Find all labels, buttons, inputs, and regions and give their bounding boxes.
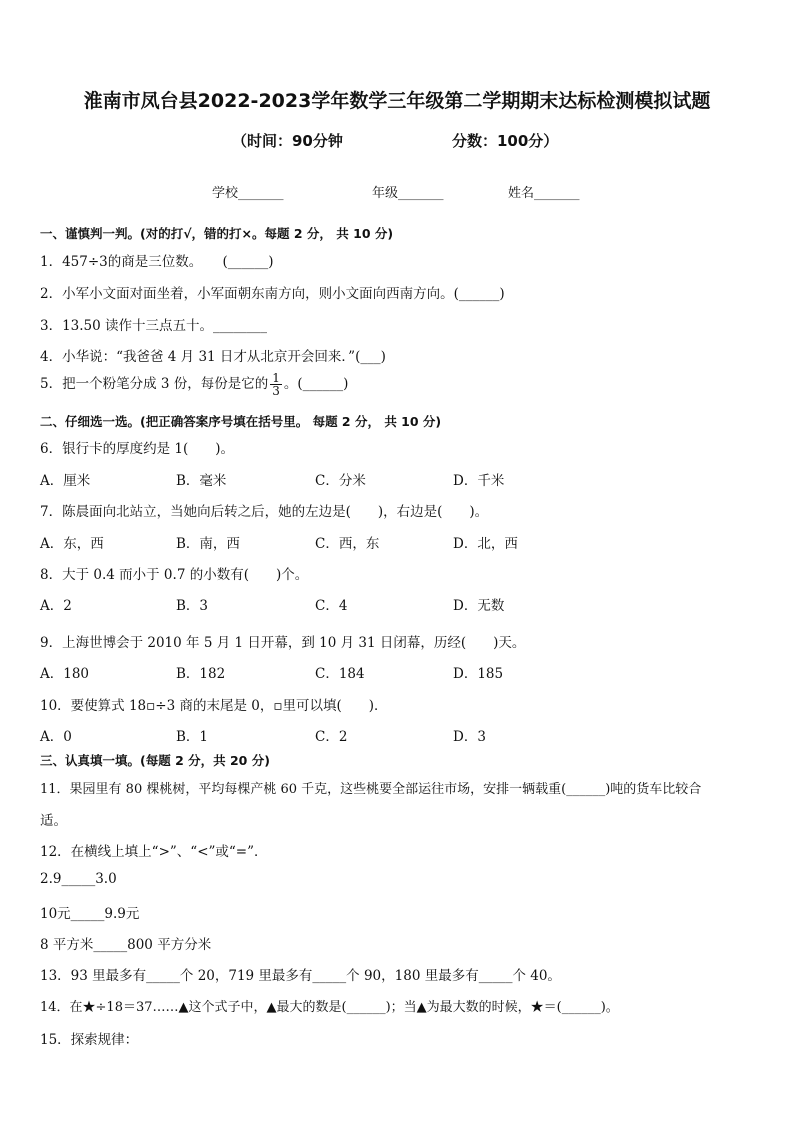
fraction-one-third: [270, 372, 282, 397]
q9-option-a: A．180: [40, 666, 90, 682]
question-5: [40, 372, 348, 397]
question-2: 2．小军小文面对面坐着，小军面朝东南方向，则小文面向西南方向。(______): [40, 286, 505, 302]
question-7: 7．陈晨面向北站立，当她向后转之后，她的左边是( )，右边是( )。: [40, 504, 489, 520]
q8-option-b: B．3: [176, 598, 209, 614]
question-6: 6．银行卡的厚度约是 1( )。: [40, 441, 235, 457]
q10-option-b: B．1: [176, 729, 209, 745]
q9-option-d: D．185: [453, 666, 504, 682]
exam-score: 分数：100分）: [452, 132, 559, 150]
question-15: 15．探索规律：: [40, 1032, 139, 1048]
q7-option-d: D．北，西: [453, 536, 518, 552]
q7-option-b: B．南，西: [176, 536, 240, 552]
q8-option-d: D．无数: [453, 598, 505, 614]
question-13: 13．93 里最多有_____个 20，719 里最多有_____个 90，180 里最多有_____个 40。: [40, 968, 561, 984]
question-4: 4．小华说：“我爸爸 4 月 31 日才从北京开会回来．”(___): [40, 349, 386, 365]
question-12-a: 2.9_____3.0: [40, 871, 117, 887]
q9-option-c: C．184: [315, 666, 365, 682]
fraction-denominator: 3: [272, 384, 280, 398]
question-5-text: 5．把一个粉笔分成 3 份，每份是它的: [40, 376, 269, 392]
question-1: 1．457÷3的商是三位数。 (______): [40, 254, 274, 270]
q10-option-a: A．0: [40, 729, 72, 745]
question-11: 11．果园里有 80 棵桃树，平均每棵产桃 60 千克，这些桃要全部运往市场，安排一辆载重(______)吨的货车比较合: [40, 782, 702, 797]
school-field: 学校_______: [212, 186, 284, 201]
q8-option-c: C．4: [315, 598, 348, 614]
question-8: 8．大于 0.4 而小于 0.7 的小数有( )个。: [40, 567, 309, 583]
q7-option-a: A．东，西: [40, 536, 104, 552]
fraction-numerator: 1: [272, 371, 280, 385]
q6-option-b: B．毫米: [176, 473, 227, 489]
grade-field: 年级_______: [372, 186, 444, 201]
question-10: 10．要使算式 18▫÷3 商的末尾是 0，▫里可以填( )．: [40, 698, 388, 714]
section-1-heading: 一、谨慎判一判。(对的打√，错的打×。每题 2 分， 共 10 分): [40, 226, 394, 241]
question-14: 14．在★÷18＝37……▲这个式子中，▲最大的数是(______)；当▲为最大数的时候，★＝(______)。: [40, 1000, 619, 1015]
section-3-heading: 三、认真填一填。(每题 2 分，共 20 分): [40, 753, 270, 768]
question-11-continued: 适。: [40, 813, 67, 829]
q8-option-a: A．2: [40, 598, 72, 614]
q10-option-c: C．2: [315, 729, 348, 745]
name-field: 姓名_______: [508, 186, 580, 201]
q7-option-c: C．西，东: [315, 536, 380, 552]
exam-time: （时间：90分钟: [232, 132, 343, 150]
question-12-b: 10元_____9.9元: [40, 906, 140, 922]
exam-title: 淮南市凤台县2022-2023学年数学三年级第二学期期末达标检测模拟试题: [83, 90, 711, 112]
question-12: 12．在横线上填上“>”、“<”或“=”．: [40, 844, 268, 860]
q6-option-c: C．分米: [315, 473, 366, 489]
question-12-c: 8 平方米_____800 平方分米: [40, 937, 212, 953]
q10-option-d: D．3: [453, 729, 486, 745]
section-2-heading: 二、仔细选一选。(把正确答案序号填在括号里。 每题 2 分， 共 10 分): [40, 414, 442, 429]
question-9: 9．上海世博会于 2010 年 5 月 1 日开幕，到 10 月 31 日闭幕，历经( )天。: [40, 635, 526, 651]
q6-option-d: D．千米: [453, 473, 505, 489]
q6-option-a: A．厘米: [40, 473, 91, 489]
question-5-blank: 。(______): [283, 376, 349, 392]
question-3: 3．13.50 读作十三点五十。________: [40, 318, 268, 334]
q9-option-b: B．182: [176, 666, 226, 682]
